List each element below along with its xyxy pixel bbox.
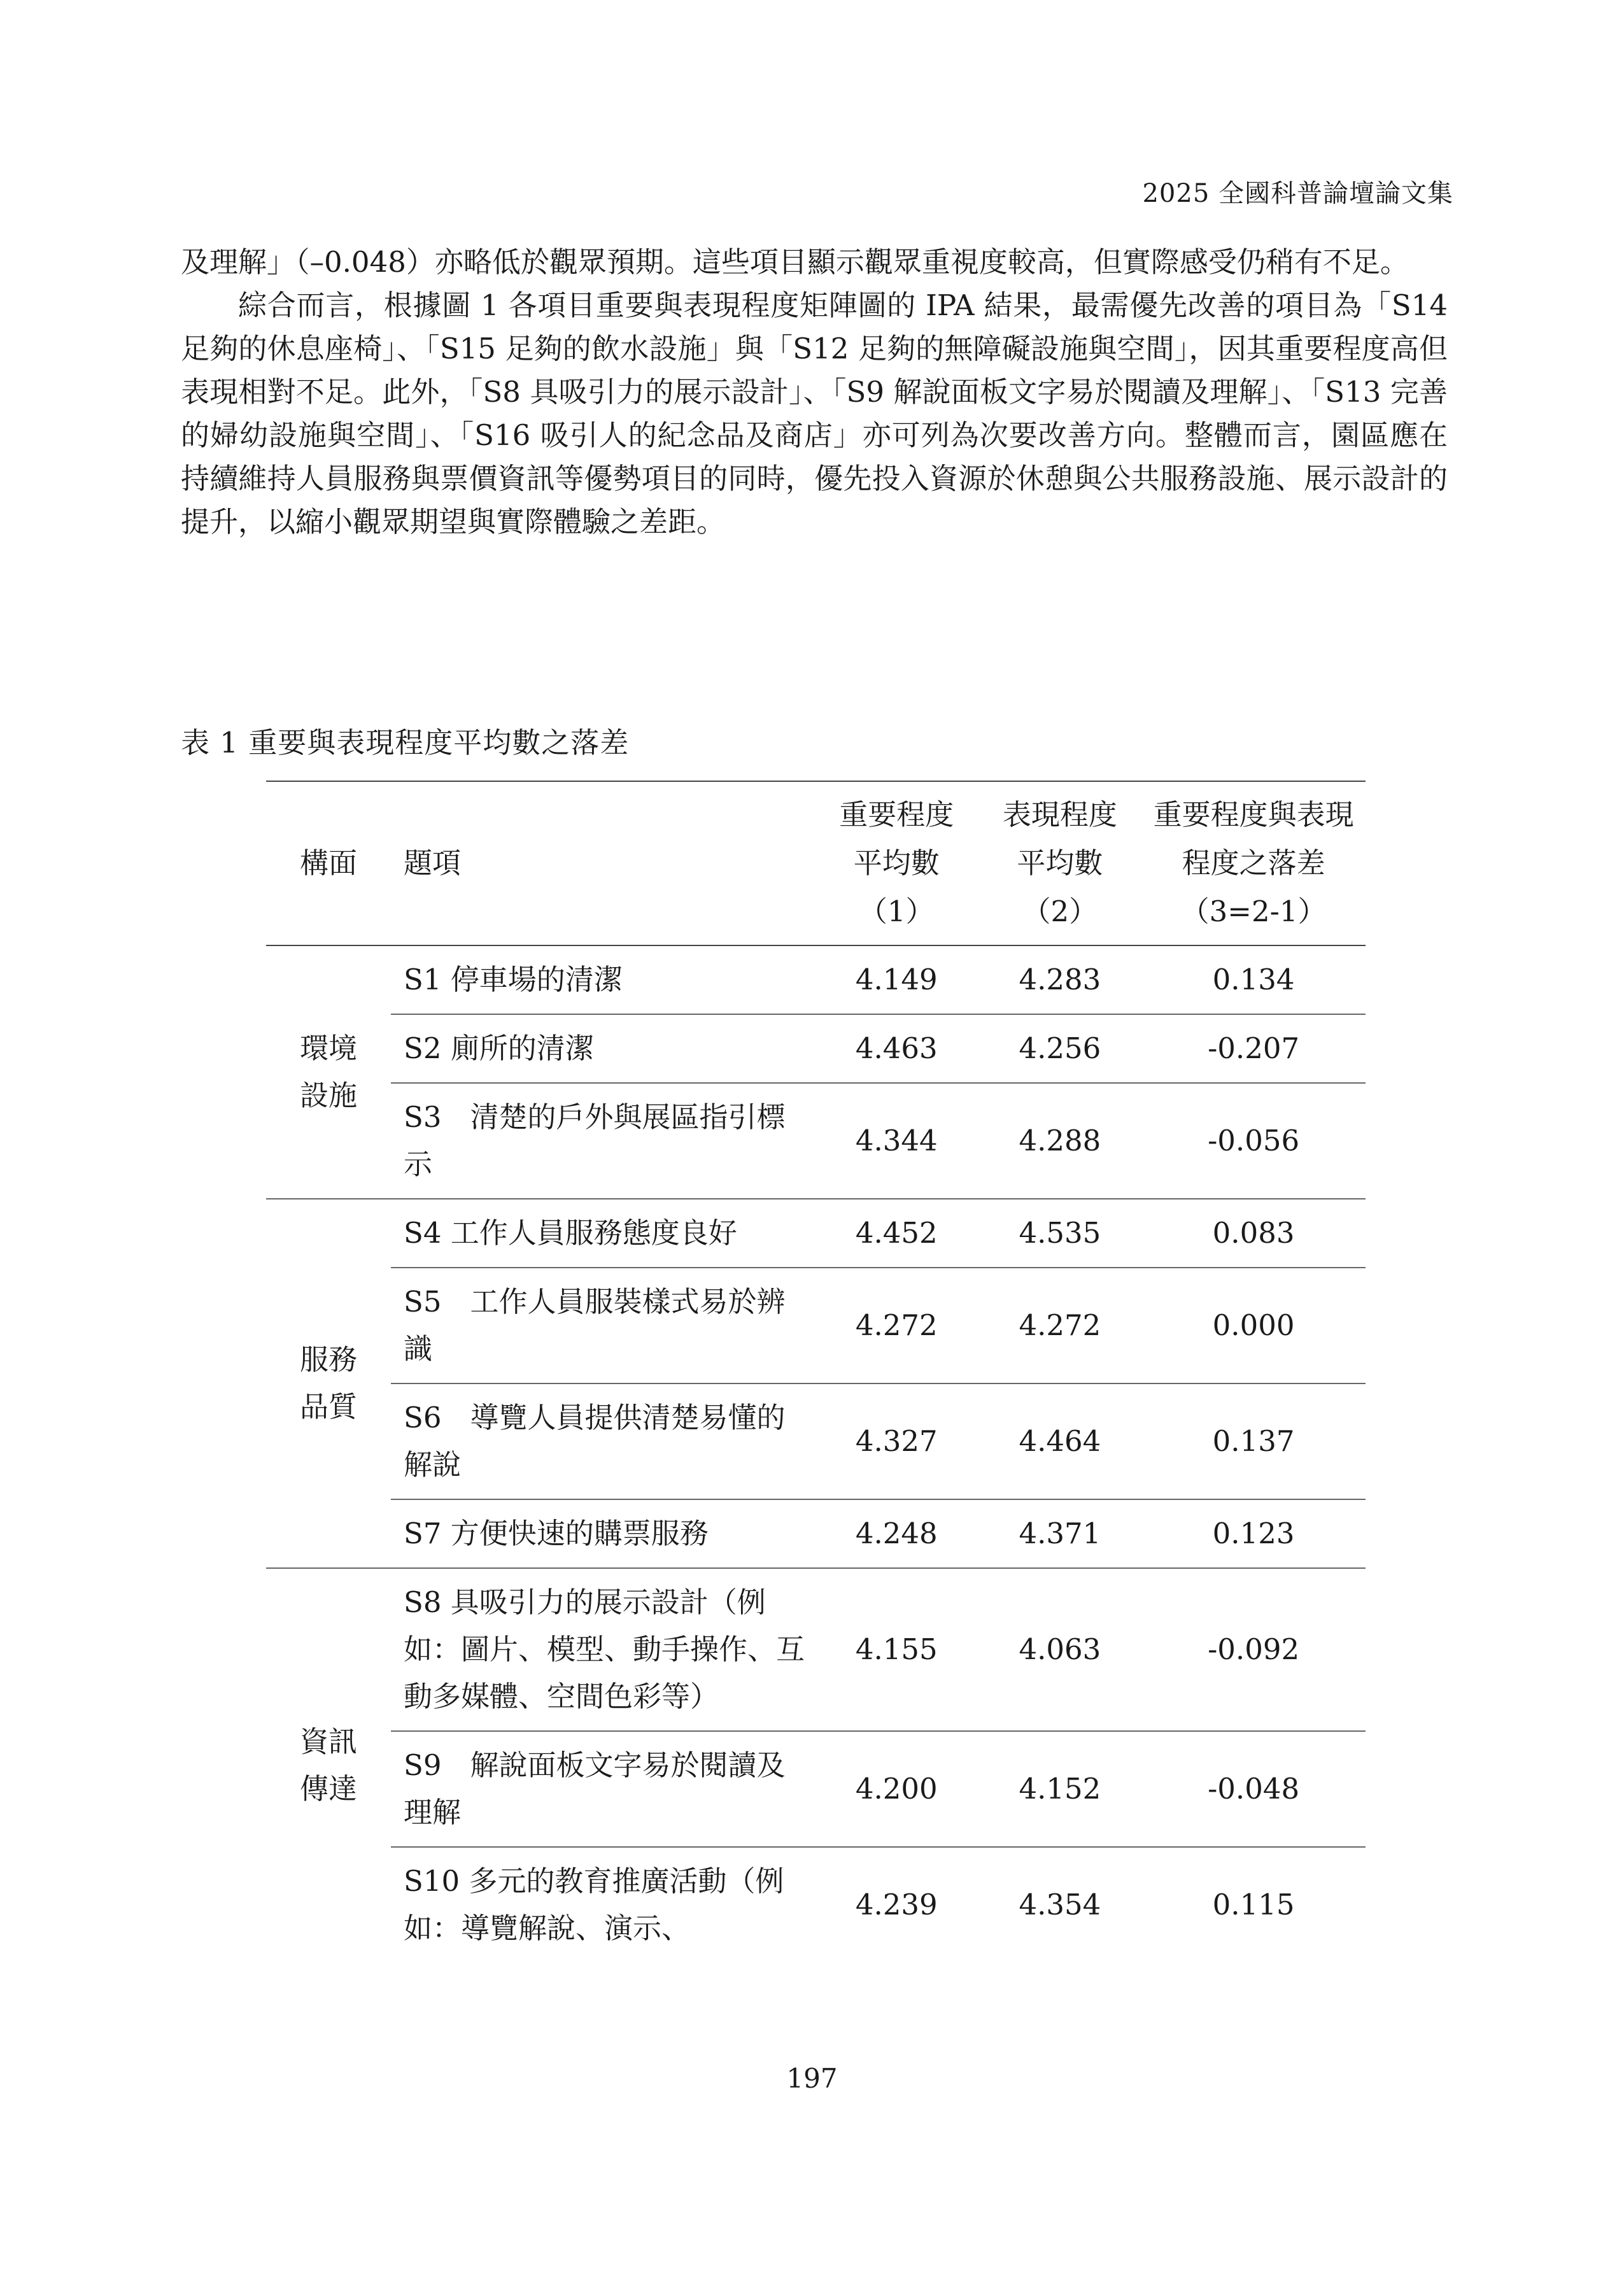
gap-cell: 0.134	[1141, 945, 1366, 1014]
performance-cell: 4.063	[978, 1568, 1142, 1731]
dimension-cell: 服務 品質	[266, 1199, 391, 1568]
paragraph: 及理解」（–0.048）亦略低於觀眾預期。這些項目顯示觀眾重視度較高，但實際感受仍稍有不足。	[181, 245, 1409, 279]
item-cell: S10 多元的教育推廣活動（例如：導覽解說、演示、	[404, 1864, 784, 1945]
importance-cell: 4.239	[855, 1888, 938, 1921]
table-row	[266, 1383, 1366, 1499]
gap-cell: -0.056	[1141, 1083, 1366, 1199]
importance-cell: 4.272	[815, 1268, 978, 1383]
gap-cell: 0.115	[1212, 1888, 1295, 1921]
gap-cell: -0.092	[1141, 1568, 1366, 1731]
paragraph: 綜合而言，根據圖 1 各項目重要與表現程度矩陣圖的 IPA 結果，最需優先改善的項目為「S14 足夠的休息座椅」、「S15 足夠的飲水設施」與「S12 足夠的無障礙設施與空間」，因其重要程度高但表現相對不足。此外，「S8 具吸引力的展示設計」、「S9 解說面板文字易於閱讀及理解」、「S13 完善的婦幼設施與空間」、「S16 吸引人的紀念品及商店」亦可列為次要改善方向。整體而言，園區應在持續維持人員服務與票價資訊等優勢項目的同時，優先投入資源於休憩與公共服務設施、展示設計的提升，以縮小觀眾期望與實際體驗之差距。	[181, 288, 1448, 539]
table-caption: 表 1 重要與表現程度平均數之落差	[181, 726, 630, 760]
item-cell: S1 停車場的清潔	[391, 945, 815, 1014]
table-row	[266, 1199, 1366, 1268]
item-cell: S2 廁所的清潔	[391, 1014, 815, 1083]
importance-cell: 4.155	[815, 1568, 978, 1731]
table-header-row	[266, 781, 1366, 945]
table-row	[266, 1014, 1366, 1083]
importance-cell: 4.327	[815, 1383, 978, 1499]
performance-cell: 4.152	[978, 1731, 1142, 1847]
header-dimension: 構面	[299, 846, 357, 880]
item-cell: S6 導覽人員提供清楚易懂的解說	[391, 1383, 815, 1499]
table-row	[266, 1847, 1366, 1962]
importance-cell: 4.200	[815, 1731, 978, 1847]
item-cell: S3 清楚的戶外與展區指引標示	[391, 1083, 815, 1199]
table-row	[266, 1083, 1366, 1199]
gap-cell: -0.048	[1141, 1731, 1366, 1847]
item-cell: S5 工作人員服裝樣式易於辨識	[391, 1268, 815, 1383]
dimension-cell: 資訊 傳達	[299, 1725, 357, 1806]
gap-cell: 0.123	[1141, 1499, 1366, 1568]
gap-cell: 0.083	[1141, 1199, 1366, 1268]
header-performance: 表現程度 平均數 （2）	[1002, 798, 1117, 928]
body-text	[181, 241, 1448, 544]
item-cell: S9 解說面板文字易於閱讀及理解	[391, 1731, 815, 1847]
performance-cell: 4.535	[978, 1199, 1142, 1268]
importance-cell: 4.344	[815, 1083, 978, 1199]
performance-cell: 4.464	[978, 1383, 1142, 1499]
gap-cell: 0.000	[1141, 1268, 1366, 1383]
header-item: 題項	[404, 846, 462, 880]
item-cell: S7 方便快速的購票服務	[391, 1499, 815, 1568]
item-cell: S4 工作人員服務態度良好	[391, 1199, 815, 1268]
table-row	[266, 1568, 1366, 1731]
performance-cell: 4.256	[978, 1014, 1142, 1083]
performance-cell: 4.283	[978, 945, 1142, 1014]
page-number: 197	[786, 2063, 838, 2094]
gap-cell: 0.137	[1141, 1383, 1366, 1499]
gap-table	[266, 781, 1366, 1962]
header-gap: 重要程度與表現 程度之落差 （3=2-1）	[1153, 798, 1354, 928]
importance-cell: 4.463	[815, 1014, 978, 1083]
performance-cell: 4.288	[978, 1083, 1142, 1199]
table-row	[266, 1499, 1366, 1568]
performance-cell: 4.272	[978, 1268, 1142, 1383]
importance-cell: 4.248	[815, 1499, 978, 1568]
dimension-cell: 環境 設施	[266, 945, 391, 1199]
importance-cell: 4.149	[815, 945, 978, 1014]
table-row	[266, 1731, 1366, 1847]
header-importance: 重要程度 平均數 （1）	[839, 798, 954, 928]
performance-cell: 4.371	[978, 1499, 1142, 1568]
gap-cell: -0.207	[1141, 1014, 1366, 1083]
performance-cell: 4.354	[1019, 1888, 1101, 1921]
running-header: 2025 全國科普論壇論文集	[1142, 179, 1453, 208]
table-row	[266, 1268, 1366, 1383]
table-row	[266, 945, 1366, 1014]
importance-cell: 4.452	[815, 1199, 978, 1268]
item-cell: S8 具吸引力的展示設計（例如：圖片、模型、動手操作、互 動多媒體、空間色彩等）	[391, 1568, 815, 1731]
